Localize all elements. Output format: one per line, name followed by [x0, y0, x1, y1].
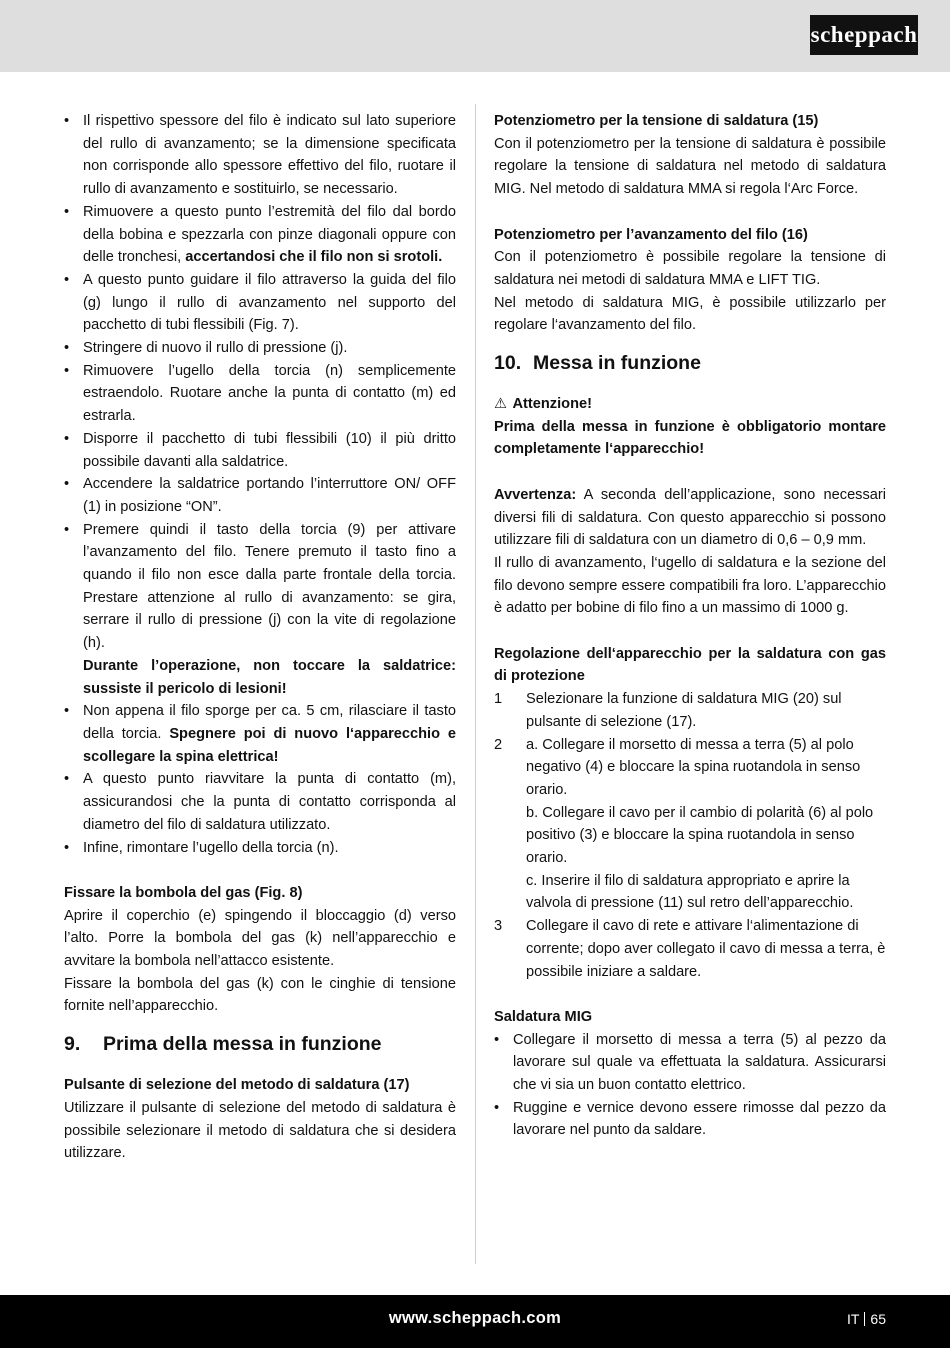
- list-item: • Premere quindi il tasto della torcia (9) per attivare l’avanzamento del filo. Tenere premuto il tasto fino a quando il filo non esce dalla parte frontale della torcia. Prestare attenzione al rullo di avanzamento: se gira, serrare il rullo di pressione (j) con la vite di regolazione (h). Durante l’operazione, non toccare la saldatrice: sussiste il pericolo di lesioni!: [64, 519, 456, 701]
- mig-heading: Saldatura MIG: [494, 1008, 593, 1025]
- section-10-heading: 10. Messa in funzione: [494, 352, 701, 375]
- column-divider: [475, 104, 476, 1264]
- page-header: [0, 0, 950, 72]
- paragraph: Aprire il coperchio (e) spingendo il bloccaggio (d) verso l’alto. Porre la bombola del gas (k) nell’apparecchio e avvitare la bombola nell’attacco esistente.: [64, 907, 456, 969]
- list-item: • Collegare il morsetto di messa a terra (5) al pezzo da lavorare sul quale va effettuata la saldatura. Assicurarsi che vi sia un buon contatto elettrico.: [494, 1029, 886, 1097]
- paragraph: Con il potenziometro per la tensione di saldatura è possibile regolare la tensione di saldatura nel metodo di saldatura MIG. Nel metodo di saldatura MMA si regola l‘Arc Force.: [494, 135, 886, 198]
- right-column: [494, 110, 886, 1142]
- left-column: [64, 110, 456, 1165]
- pot15-heading: Potenziometro per la tensione di saldatura (15): [494, 113, 819, 129]
- selector-heading: Pulsante di selezione del metodo di saldatura (17): [64, 1077, 410, 1094]
- page-footer: [0, 1295, 950, 1348]
- list-item: • Ruggine e vernice devono essere rimosse dal pezzo da lavorare nel punto da saldare.: [494, 1097, 886, 1142]
- list-item: • A questo punto guidare il filo attraverso la guida del filo (g) lungo il rullo di avanzamento nel supporto del pacchetto di tubi flessibili (Fig. 7).: [64, 269, 456, 337]
- gas-cylinder-heading: Fissare la bombola del gas (Fig. 8): [64, 884, 303, 901]
- list-item: • Rimuovere a questo punto l’estremità del filo dal bordo della bobina e spezzarla con pinze diagonali oppure con delle tronchesi, accertandosi che il filo non si srotoli.: [64, 201, 456, 269]
- warning-text: Prima della messa in funzione è obbligatorio montare completamente l‘apparecchio!: [494, 418, 886, 458]
- note-paragraph: Avvertenza: A seconda dell’applicazione, sono necessari diversi fili di saldatura. Con questo apparecchio si possono utilizzare fili di saldatura con un diametro di 0,6 – 0,9 mm.: [494, 486, 886, 549]
- pot16-heading: Potenziometro per l’avanzamento del filo (16): [494, 226, 808, 243]
- page-number: IT 65: [846, 1311, 886, 1327]
- mig-list: [494, 1029, 886, 1143]
- steps-list: [494, 688, 886, 983]
- website-link[interactable]: www.scheppach.com: [388, 1309, 562, 1327]
- list-item: • Stringere di nuovo il rullo di pressione (j).: [64, 337, 456, 360]
- brand-logo: scheppach: [810, 15, 918, 55]
- section-9-heading: 9. Prima della messa in funzione: [64, 1033, 382, 1056]
- warning-icon: ⚠: [494, 396, 508, 413]
- list-item: • Infine, rimontare l’ugello della torcia (n).: [64, 837, 456, 860]
- paragraph: Il rullo di avanzamento, l‘ugello di saldatura e la sezione del filo devono sempre essere compatibili fra loro. L’apparecchio è adatto per bobine di filo fino a un massimo di 1000 g.: [494, 554, 886, 617]
- paragraph: Nel metodo di saldatura MIG, è possibile utilizzarlo per regolare l‘avanzamento del filo.: [494, 294, 886, 334]
- list-item: • Non appena il filo sporge per ca. 5 cm, rilasciare il tasto della torcia. Spegnere poi di nuovo l‘apparecchio e scollegare la spina elettrica!: [64, 700, 456, 768]
- instruction-list: [64, 110, 456, 859]
- step-item: 2 a. Collegare il morsetto di messa a terra (5) al polo negativo (4) e bloccare la spina ruotandola in senso orario. b. Collegare il cavo per il cambio di polarità (6) al polo positivo (3) e bloccare la spina ruotandola in senso orario. c. Inserire il filo di saldatura appropriato e aprire la valvola di pressione (11) sul retro dell’apparecchio.: [494, 736, 874, 912]
- list-item: • Accendere la saldatrice portando l’interruttore ON/ OFF (1) in posizione “ON”.: [64, 473, 456, 518]
- step-item: 3 Collegare il cavo di rete e attivare l‘alimentazione di corrente; dopo aver collegato il cavo di messa a terra, è possibile iniziare a saldare.: [494, 918, 886, 980]
- paragraph: Con il potenziometro è possibile regolare la tensione di saldatura nei metodi di saldatura MMA e LIFT TIG.: [494, 249, 886, 288]
- list-item: • A questo punto riavvitare la punta di contatto (m), assicurandosi che la punta di contatto corrisponda al diametro del filo di saldatura utilizzato.: [64, 768, 456, 836]
- step-item: 1 Selezionare la funzione di saldatura MIG (20) sul pulsante di selezione (17).: [494, 691, 842, 730]
- paragraph: Utilizzare il pulsante di selezione del metodo di saldatura è possibile selezionare il metodo di saldatura che si desidera utilizzare.: [64, 1099, 456, 1162]
- list-item: • Il rispettivo spessore del filo è indicato sul lato superiore del rullo di avanzamento; se la dimensione specificata non corrisponde allo spessore effettivo del filo, ruotare il rullo di avanzamento e sostituirlo, se necessario.: [64, 110, 456, 201]
- gas-setup-heading: Regolazione dell‘apparecchio per la saldatura con gas di protezione: [494, 645, 886, 685]
- list-item: • Rimuovere l’ugello della torcia (n) semplicemente estraendolo. Ruotare anche la punta di contatto (m) ed estrarla.: [64, 360, 456, 428]
- paragraph: Fissare la bombola del gas (k) con le cinghie di tensione fornite nell’apparecchio.: [64, 975, 456, 1015]
- list-item: • Disporre il pacchetto di tubi flessibili (10) il più dritto possibile davanti alla saldatrice.: [64, 428, 456, 473]
- warning-title: ⚠ Attenzione!: [494, 393, 886, 416]
